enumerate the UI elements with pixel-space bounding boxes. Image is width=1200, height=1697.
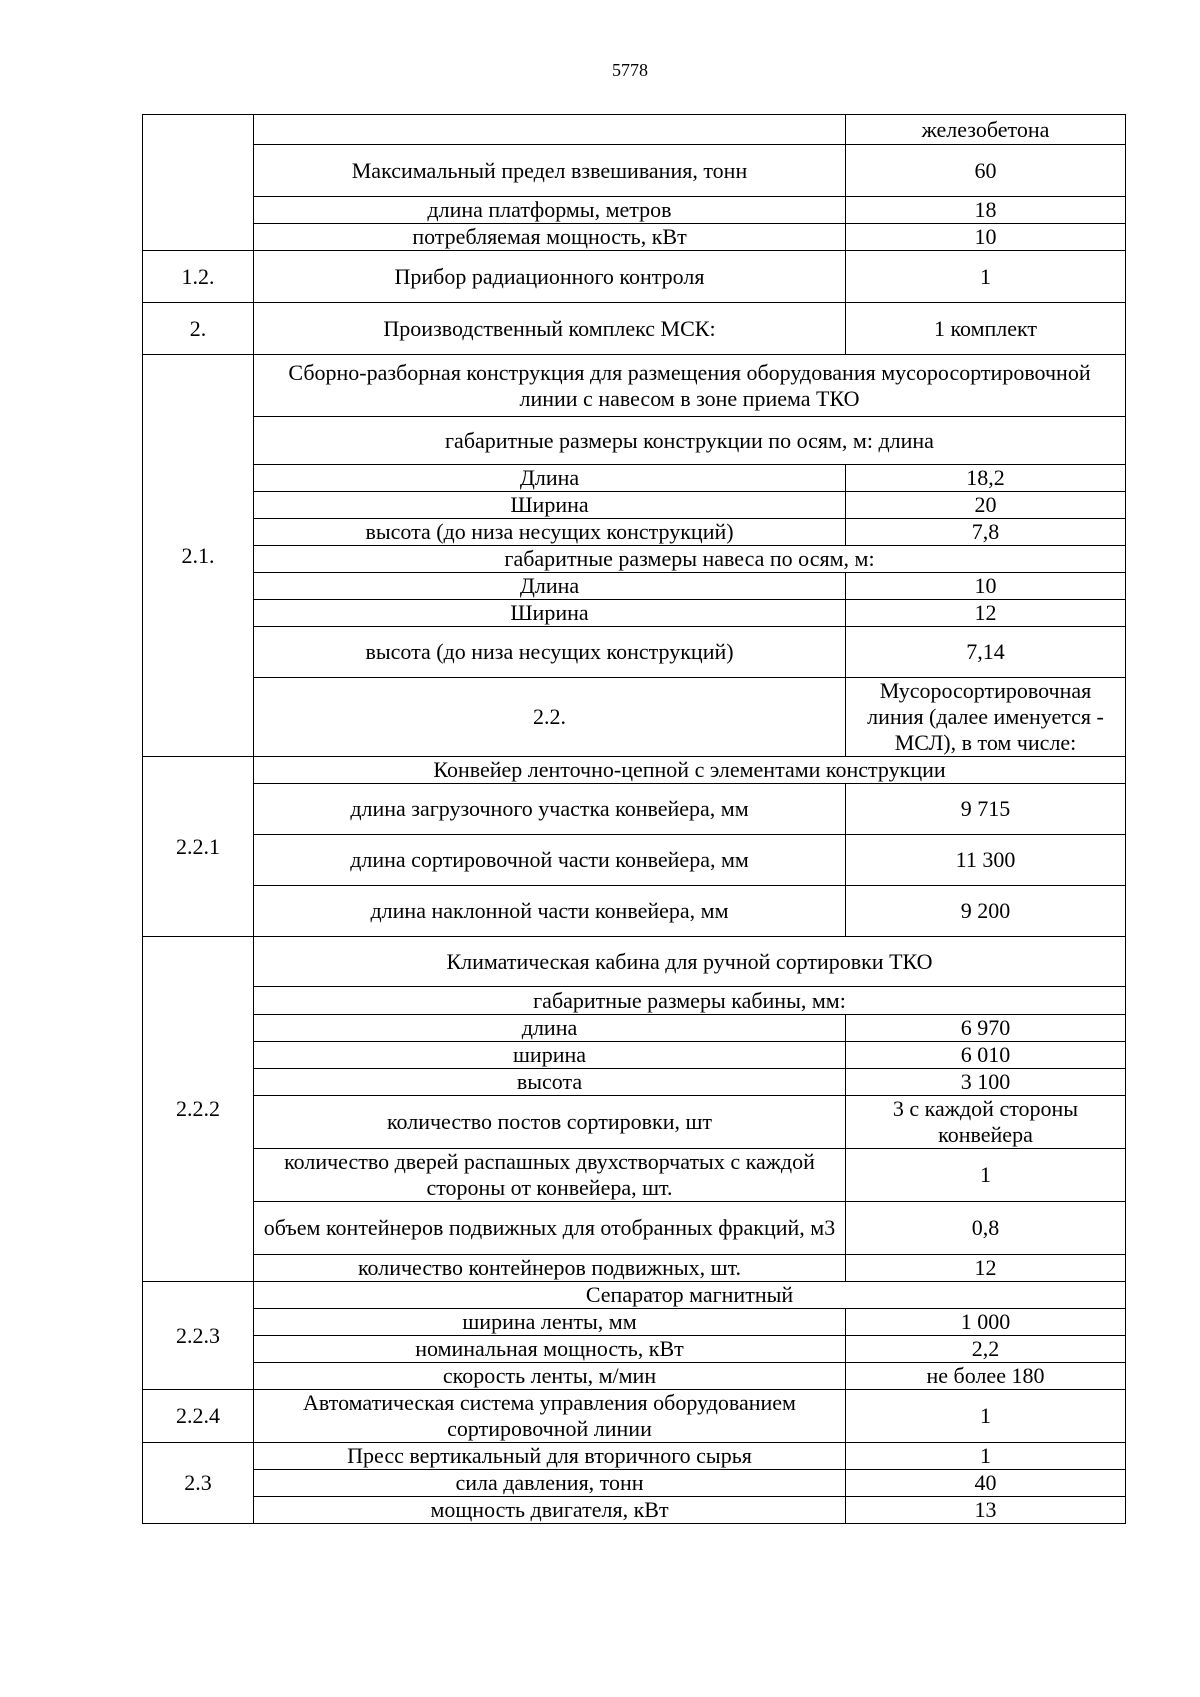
description-cell: длина загрузочного участка конвейера, мм (254, 784, 846, 835)
description-cell: Производственный комплекс МСК: (254, 303, 846, 355)
specification-table-body (143, 115, 1126, 1524)
description-cell: высота (до низа несущих конструкций) (254, 627, 846, 678)
item-number-cell: 2.2.2 (143, 937, 254, 1282)
value-cell: 1 000 (846, 1309, 1126, 1336)
table-row (143, 1202, 1126, 1255)
value-cell: 9 715 (846, 784, 1126, 835)
item-number-cell: 2.1. (143, 355, 254, 757)
table-row (143, 1363, 1126, 1390)
value-cell: 3 с каждой стороны конвейера (846, 1096, 1126, 1149)
value-cell: 1 (846, 1149, 1126, 1202)
value-cell: 1 (846, 1443, 1126, 1470)
table-row (143, 546, 1126, 573)
description-cell: длина наклонной части конвейера, мм (254, 886, 846, 937)
value-cell: 18 (846, 197, 1126, 224)
table-row (143, 465, 1126, 492)
description-cell: Ширина (254, 600, 846, 627)
description-cell: номинальная мощность, кВт (254, 1336, 846, 1363)
description-cell: объем контейнеров подвижных для отобранных фракций, м3 (254, 1202, 846, 1255)
value-cell: 18,2 (846, 465, 1126, 492)
table-row (143, 417, 1126, 465)
value-cell: 20 (846, 492, 1126, 519)
table-row (143, 224, 1126, 251)
description-cell: длина сортировочной части конвейера, мм (254, 835, 846, 886)
description-cell: Прибор радиационного контроля (254, 251, 846, 303)
description-cell: Мусоросортировочная линия (далее именуется - МСЛ), в том числе: (846, 678, 1126, 757)
table-row (143, 115, 1126, 145)
value-cell: железобетона (846, 115, 1126, 145)
description-cell: Автоматическая система управления оборудованием сортировочной линии (254, 1390, 846, 1443)
table-row (143, 1042, 1126, 1069)
table-row (143, 251, 1126, 303)
table-row (143, 835, 1126, 886)
description-cell: мощность двигателя, кВт (254, 1497, 846, 1524)
value-cell: 10 (846, 573, 1126, 600)
description-cell: высота (до низа несущих конструкций) (254, 519, 846, 546)
value-cell: 60 (846, 145, 1126, 197)
description-cell: Максимальный предел взвешивания, тонн (254, 145, 846, 197)
item-number-cell: 2.3 (143, 1443, 254, 1524)
table-row (143, 1096, 1126, 1149)
description-cell: количество постов сортировки, шт (254, 1096, 846, 1149)
description-cell: Ширина (254, 492, 846, 519)
value-cell: 13 (846, 1497, 1126, 1524)
table-row (143, 757, 1126, 784)
item-number-cell: 2.2.3 (143, 1282, 254, 1390)
table-row (143, 678, 1126, 757)
description-cell: Климатическая кабина для ручной сортировки ТКО (254, 937, 1126, 987)
value-cell: 2,2 (846, 1336, 1126, 1363)
value-cell: 7,14 (846, 627, 1126, 678)
value-cell: 1 (846, 251, 1126, 303)
table-row (143, 1497, 1126, 1524)
table-row (143, 519, 1126, 546)
item-number-cell: 2. (143, 303, 254, 355)
table-row (143, 1470, 1126, 1497)
table-row (143, 145, 1126, 197)
table-row (143, 886, 1126, 937)
description-cell: количество контейнеров подвижных, шт. (254, 1255, 846, 1282)
description-cell: Длина (254, 465, 846, 492)
description-cell: Длина (254, 573, 846, 600)
table-row (143, 492, 1126, 519)
value-cell: не более 180 (846, 1363, 1126, 1390)
table-row (143, 1069, 1126, 1096)
value-cell: 1 комплект (846, 303, 1126, 355)
table-row (143, 1443, 1126, 1470)
value-cell: 12 (846, 1255, 1126, 1282)
description-cell: количество дверей распашных двухстворчатых с каждой стороны от конвейера, шт. (254, 1149, 846, 1202)
value-cell: 1 (846, 1390, 1126, 1443)
table-row (143, 937, 1126, 987)
description-cell (254, 115, 846, 145)
description-cell: Сборно-разборная конструкция для размещения оборудования мусоросортировочной линии с навесом в зоне приема ТКО (254, 355, 1126, 417)
table-row (143, 1255, 1126, 1282)
description-cell: ширина ленты, мм (254, 1309, 846, 1336)
table-row (143, 1015, 1126, 1042)
table-row (143, 987, 1126, 1015)
value-cell: 6 970 (846, 1015, 1126, 1042)
description-cell: длина платформы, метров (254, 197, 846, 224)
item-number-cell (143, 115, 254, 251)
table-row (143, 1336, 1126, 1363)
description-cell: Конвейер ленточно-цепной с элементами конструкции (254, 757, 1126, 784)
table-row (143, 627, 1126, 678)
item-number-cell: 2.2.1 (143, 757, 254, 937)
value-cell: 6 010 (846, 1042, 1126, 1069)
item-number-cell: 1.2. (143, 251, 254, 303)
value-cell: 11 300 (846, 835, 1126, 886)
table-row (143, 355, 1126, 417)
value-cell: 7,8 (846, 519, 1126, 546)
value-cell: 40 (846, 1470, 1126, 1497)
value-cell: 12 (846, 600, 1126, 627)
table-row (143, 303, 1126, 355)
description-cell: габаритные размеры конструкции по осям, м: длина (254, 417, 1126, 465)
table-row (143, 600, 1126, 627)
description-cell: потребляемая мощность, кВт (254, 224, 846, 251)
page-number: 5778 (612, 60, 648, 80)
description-cell: длина (254, 1015, 846, 1042)
value-cell: 3 100 (846, 1069, 1126, 1096)
description-cell: габаритные размеры навеса по осям, м: (254, 546, 1126, 573)
value-cell: 9 200 (846, 886, 1126, 937)
item-number-cell: 2.2. (254, 678, 846, 757)
description-cell: скорость ленты, м/мин (254, 1363, 846, 1390)
value-cell: 0,8 (846, 1202, 1126, 1255)
description-cell: габаритные размеры кабины, мм: (254, 987, 1126, 1015)
description-cell: Сепаратор магнитный (254, 1282, 1126, 1309)
description-cell: высота (254, 1069, 846, 1096)
table-row (143, 1282, 1126, 1309)
table-row (143, 573, 1126, 600)
table-row (143, 1390, 1126, 1443)
table-row (143, 1309, 1126, 1336)
description-cell: ширина (254, 1042, 846, 1069)
value-cell: 10 (846, 224, 1126, 251)
table-row (143, 197, 1126, 224)
table-row (143, 784, 1126, 835)
description-cell: Пресс вертикальный для вторичного сырья (254, 1443, 846, 1470)
description-cell: сила давления, тонн (254, 1470, 846, 1497)
table-row (143, 1149, 1126, 1202)
item-number-cell: 2.2.4 (143, 1390, 254, 1443)
specification-table (142, 114, 1126, 1524)
